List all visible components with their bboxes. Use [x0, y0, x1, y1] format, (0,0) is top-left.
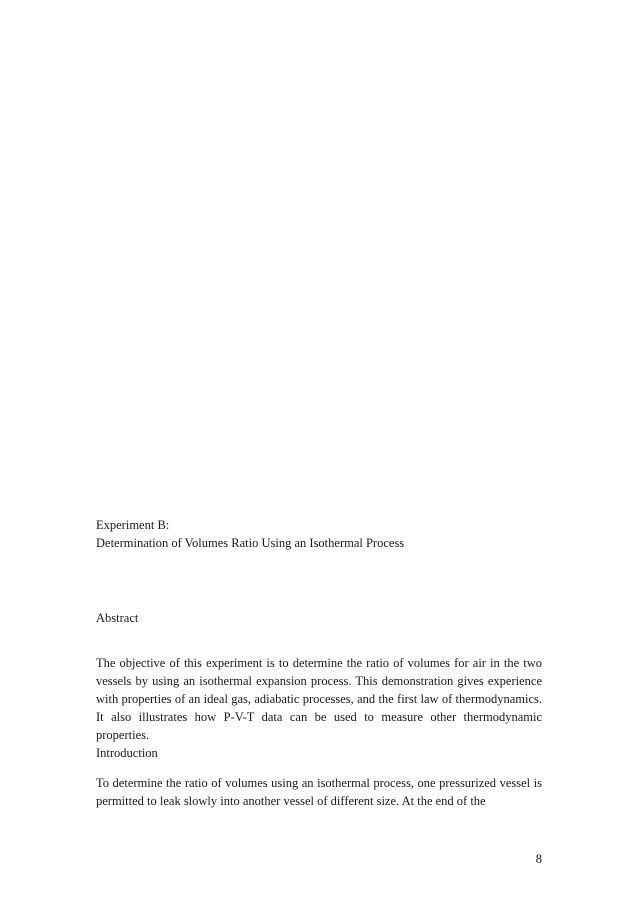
page-number: 8 — [535, 852, 542, 866]
introduction-paragraph: To determine the ratio of volumes using an isothermal process, one pressurized vessel is permitted to leak slowly into another vessel of different size. At the end of the — [96, 776, 542, 808]
experiment-label: Experiment B: — [96, 518, 170, 532]
experiment-header — [96, 516, 542, 552]
abstract-paragraph: The objective of this experiment is to determine the ratio of volumes for air in the two vessels by using an isothermal expansion process. This demonstration gives experience with properties of an ideal gas, adiabatic processes, and the first law of thermodynamics. It also illustrates how P-V-T data can be used to measure other thermodynamic properties. — [96, 656, 542, 742]
introduction-heading: Introduction — [96, 746, 158, 760]
experiment-title: Determination of Volumes Ratio Using an Isothermal Process — [96, 536, 405, 550]
abstract-heading: Abstract — [96, 611, 139, 625]
